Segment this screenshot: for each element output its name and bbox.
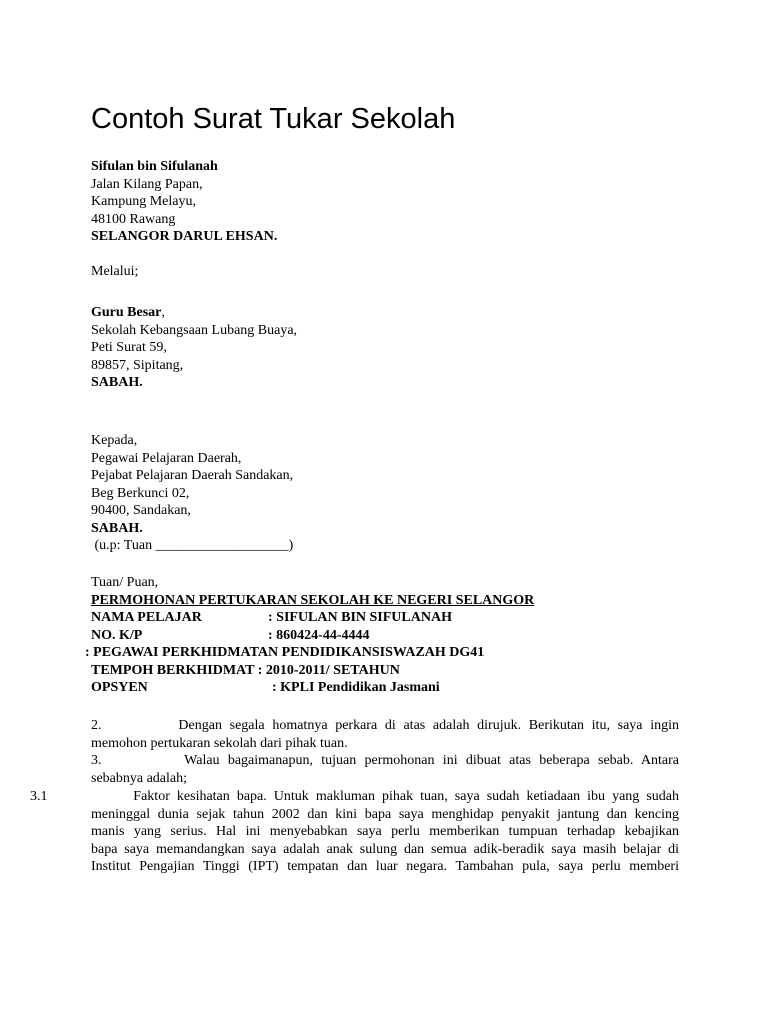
headmaster-title-comma: , [161,305,165,320]
paragraph-line: Faktor kesihatan bapa. Untuk makluman pihak tuan, saya sudah ketiadaan ibu yang sudah [91,789,679,804]
headmaster-address [91,304,297,392]
recipient-address-line: Pegawai Pelajaran Daerah, [91,450,242,466]
sender-address-line: Kampung Melayu, [91,194,196,209]
detail-nama-value: : SIFULAN BIN SIFULANAH [268,610,452,625]
detail-kp [91,627,370,645]
detail-nama-label: NAMA PELAJAR [91,610,202,625]
via-label: Melalui; [91,264,139,279]
headmaster-address-line: Sekolah Kebangsaan Lubang Buaya, [91,322,298,338]
document-title: Contoh Surat Tukar Sekolah [91,103,456,135]
salutation: Tuan/ Puan, [91,575,159,590]
headmaster-state: SABAH. [91,375,143,390]
subject-line: PERMOHONAN PERTUKARAN SEKOLAH KE NEGERI SELANGOR [91,593,535,608]
sender-state: SELANGOR DARUL EHSAN. [91,229,278,244]
detail-nama [91,609,452,627]
paragraph-line: 3. Walau bagaimanapun, tujuan permohonan ini dibuat atas beberapa sebab. Antara [91,753,679,768]
sender-address-line: 48100 Rawang [91,211,176,227]
paragraph-3 [91,752,679,787]
recipient-address-line: Beg Berkunci 02, [91,485,190,501]
paragraph-3-1-number: 3.1 [30,789,48,804]
headmaster-address-line: 89857, Sipitang, [91,357,184,373]
recipient-state: SABAH. [91,520,143,536]
headmaster-title: Guru Besar [91,305,162,320]
detail-jawatan: : PEGAWAI PERKHIDMATAN PENDIDIKANSISWAZAH DG41 [85,645,485,660]
paragraph-line: meninggal dunia sejak tahun 2002 dan kini bapa saya menghidap penyakit jantung dan kencing [91,806,679,822]
detail-opsyen-value: : KPLI Pendidikan Jasmani [272,680,440,695]
paragraph-line: memohon pertukaran sekolah dari pihak tuan. [91,735,348,751]
detail-opsyen-label: OPSYEN [91,680,148,695]
detail-kp-label: NO. K/P [91,628,143,643]
paragraph-3-1 [91,788,679,876]
headmaster-address-line: Peti Surat 59, [91,340,167,355]
detail-kp-value: : 860424-44-4444 [268,628,370,643]
sender-address-line: Jalan Kilang Papan, [91,176,203,192]
attention-line: (u.p: Tuan ___________________) [91,538,294,553]
recipient-address-line: 90400, Sandakan, [91,503,191,518]
paragraph-line: bapa saya memandangkan saya adalah anak sulung dan semua adik-beradik saya masih belajar di [91,841,679,857]
recipient-address [91,432,293,555]
paragraph-line: manis yang serius. Hal ini menyebabkan saya perlu memberikan tumpuan terhadap kebajikan [91,824,679,839]
detail-opsyen [91,679,440,697]
recipient-label: Kepada, [91,433,138,448]
sender-address [91,158,277,246]
detail-tempoh: TEMPOH BERKHIDMAT : 2010-2011/ SETAHUN [91,663,400,678]
paragraph-line: sebabnya adalah; [91,770,188,786]
paragraph-line: Institut Pengajian Tinggi (IPT) tempatan dan luar negara. Tambahan pula, saya perlu memberi [91,859,679,874]
paragraph-line: 2. Dengan segala homatnya perkara di atas adalah dirujuk. Berikutan itu, saya ingin [91,718,679,733]
recipient-address-line: Pejabat Pelajaran Daerah Sandakan, [91,468,294,483]
paragraph-2 [91,717,679,752]
sender-name: Sifulan bin Sifulanah [91,159,218,174]
